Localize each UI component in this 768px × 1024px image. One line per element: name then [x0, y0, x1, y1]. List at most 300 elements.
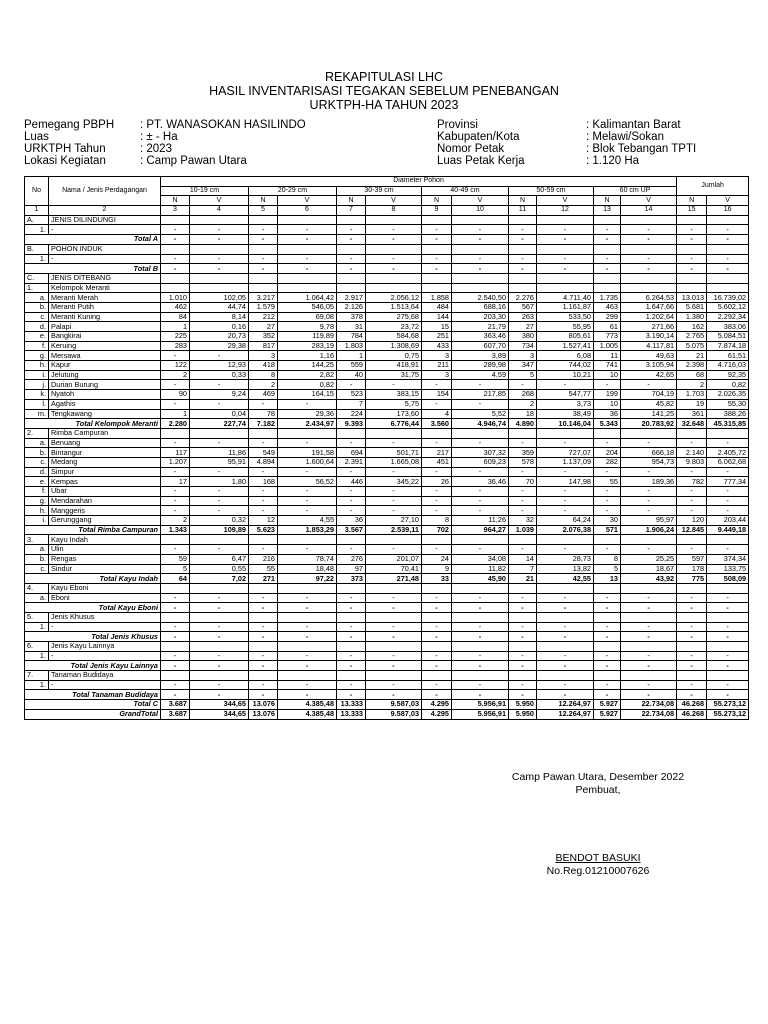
cell-v: 1.665,08 [366, 457, 422, 467]
empty-cell [452, 273, 509, 283]
total-v: - [190, 661, 249, 671]
cell-n: - [677, 651, 707, 661]
cell-n: 225 [161, 332, 190, 342]
cell-v: - [452, 438, 509, 448]
total-n: - [337, 264, 366, 274]
empty-cell [278, 642, 337, 652]
total-n: - [337, 603, 366, 613]
total-n: 2.280 [161, 419, 190, 429]
table-row [25, 409, 749, 419]
table-row [25, 370, 749, 380]
empty-cell [621, 642, 677, 652]
cell-v: 6,47 [190, 554, 249, 564]
section-row [25, 215, 749, 225]
cell-v: 55,30 [707, 399, 749, 409]
cell-n: 168 [249, 477, 278, 487]
empty-cell [537, 535, 594, 545]
species-name: Sindur [49, 564, 161, 574]
empty-cell [509, 535, 537, 545]
cell-v: 283,19 [278, 341, 337, 351]
section-row [25, 612, 749, 622]
cell-n: - [594, 487, 621, 497]
cell-n: - [161, 399, 190, 409]
row-no: 4. [25, 583, 49, 593]
cell-v: - [190, 467, 249, 477]
total-n: 5.950 [509, 709, 537, 719]
total-n: 13.333 [337, 709, 366, 719]
empty-cell [422, 273, 452, 283]
column-number: 10 [452, 206, 509, 216]
cell-v: 374,34 [707, 554, 749, 564]
cell-v: 38,49 [537, 409, 594, 419]
cell-v: - [278, 622, 337, 632]
cell-v: 1.202,64 [621, 312, 677, 322]
cell-n: - [509, 622, 537, 632]
section-row [25, 273, 749, 283]
empty-cell [707, 244, 749, 254]
row-no: c. [25, 312, 49, 322]
cell-n: - [337, 438, 366, 448]
section-row [25, 535, 749, 545]
cell-v: - [366, 506, 422, 516]
row-no: 7. [25, 671, 49, 681]
cell-v: - [537, 651, 594, 661]
cell-n: 2.126 [337, 302, 366, 312]
meta-left-value: : 2023 [140, 143, 172, 155]
cell-n: - [161, 380, 190, 390]
cell-v: - [621, 467, 677, 477]
empty-cell [161, 671, 190, 681]
cell-n: 21 [677, 351, 707, 361]
cell-v: 307,32 [452, 448, 509, 458]
cell-v: 383,15 [366, 390, 422, 400]
cell-n: - [594, 438, 621, 448]
total-v: 4.385,48 [278, 700, 337, 710]
cell-n: 773 [594, 332, 621, 342]
cell-n: 15 [422, 322, 452, 332]
cell-v: 0,16 [190, 322, 249, 332]
cell-v: - [621, 651, 677, 661]
cell-n: 2.276 [509, 293, 537, 303]
empty-cell [677, 244, 707, 254]
cell-n: - [161, 593, 190, 603]
section-row [25, 244, 749, 254]
total-label: Total Rimba Campuran [25, 525, 161, 535]
total-n: 7.182 [249, 419, 278, 429]
cell-n: 597 [677, 554, 707, 564]
total-row [25, 525, 749, 535]
cell-n: - [337, 487, 366, 497]
cell-v: 704,19 [621, 390, 677, 400]
total-n: - [594, 690, 621, 700]
total-v: 55.273,12 [707, 709, 749, 719]
cell-v: - [278, 506, 337, 516]
table-row [25, 467, 749, 477]
total-v: 7,02 [190, 574, 249, 584]
table-row [25, 680, 749, 690]
cell-v: 4.711,40 [537, 293, 594, 303]
cell-v: 688,16 [452, 302, 509, 312]
empty-cell [337, 244, 366, 254]
empty-cell [422, 612, 452, 622]
row-no: j. [25, 380, 49, 390]
row-no: i. [25, 370, 49, 380]
cell-v: 21,79 [452, 322, 509, 332]
total-v: 271,48 [366, 574, 422, 584]
row-no: m. [25, 409, 49, 419]
cell-v: - [278, 545, 337, 555]
table-row [25, 564, 749, 574]
cell-n: 1.380 [677, 312, 707, 322]
row-no: 1. [25, 622, 49, 632]
column-number: 14 [621, 206, 677, 216]
empty-cell [278, 428, 337, 438]
total-n: 33 [422, 574, 452, 584]
cell-n: - [422, 487, 452, 497]
cell-n: 36 [594, 409, 621, 419]
cell-n: 4 [422, 409, 452, 419]
cell-n: 162 [677, 322, 707, 332]
header-v: V [190, 196, 249, 206]
total-n: - [509, 235, 537, 245]
cell-n: 90 [161, 390, 190, 400]
cell-n: - [249, 545, 278, 555]
cell-n: 251 [422, 332, 452, 342]
cell-v: 11,82 [452, 564, 509, 574]
cell-v: 2.056,12 [366, 293, 422, 303]
total-n: - [249, 661, 278, 671]
cell-n: 282 [594, 457, 621, 467]
total-v: 344,65 [190, 700, 249, 710]
total-v: - [621, 235, 677, 245]
header-v: V [621, 196, 677, 206]
empty-cell [422, 583, 452, 593]
total-v: 227,74 [190, 419, 249, 429]
cell-n: 1 [337, 351, 366, 361]
species-name: Durian Burung [49, 380, 161, 390]
cell-v: - [707, 438, 749, 448]
cell-v: - [537, 593, 594, 603]
cell-n: - [677, 467, 707, 477]
meta-left-value: : PT. WANASOKAN HASILINDO [140, 119, 306, 131]
cell-v: - [366, 225, 422, 235]
empty-cell [594, 642, 621, 652]
table-row [25, 516, 749, 526]
total-row [25, 419, 749, 429]
empty-cell [161, 215, 190, 225]
cell-v: - [621, 487, 677, 497]
cell-v: - [190, 496, 249, 506]
empty-cell [278, 244, 337, 254]
cell-v: 20,73 [190, 332, 249, 342]
cell-v: 217,85 [452, 390, 509, 400]
cell-v: - [707, 593, 749, 603]
empty-cell [707, 583, 749, 593]
meta-right-value: : Blok Tebangan TPTI [586, 143, 697, 155]
cell-n: - [337, 506, 366, 516]
total-v: - [190, 264, 249, 274]
cell-v: - [621, 593, 677, 603]
empty-cell [452, 215, 509, 225]
total-n: - [161, 264, 190, 274]
cell-n: 2 [249, 380, 278, 390]
cell-n: 12 [249, 516, 278, 526]
cell-n: - [677, 487, 707, 497]
total-v: 12.264,97 [537, 700, 594, 710]
row-no: A. [25, 215, 49, 225]
total-n: - [509, 632, 537, 642]
section-name: Jenis Kayu Lainnya [49, 642, 161, 652]
cell-v: 0,82 [707, 380, 749, 390]
total-n: - [594, 235, 621, 245]
empty-cell [422, 244, 452, 254]
cell-n: - [249, 680, 278, 690]
cell-n: - [594, 380, 621, 390]
total-v: - [707, 603, 749, 613]
header-class: 60 cm UP [594, 186, 677, 196]
empty-cell [594, 283, 621, 293]
empty-cell [509, 283, 537, 293]
cell-v: - [278, 680, 337, 690]
cell-v: - [452, 622, 509, 632]
cell-v: 64,24 [537, 516, 594, 526]
cell-v: 1.308,69 [366, 341, 422, 351]
total-label: Total Kelompok Meranti [25, 419, 161, 429]
total-n: 4.890 [509, 419, 537, 429]
cell-v: - [366, 622, 422, 632]
cell-n: 446 [337, 477, 366, 487]
cell-n: - [677, 225, 707, 235]
cell-v: 191,58 [278, 448, 337, 458]
total-n: 4.295 [422, 700, 452, 710]
cell-n: 8 [249, 370, 278, 380]
empty-cell [161, 428, 190, 438]
cell-v: 609,23 [452, 457, 509, 467]
total-label: Total Kayu Eboni [25, 603, 161, 613]
column-number: 16 [707, 206, 749, 216]
total-v: - [707, 264, 749, 274]
cell-n: 817 [249, 341, 278, 351]
empty-cell [452, 642, 509, 652]
row-no: b. [25, 302, 49, 312]
empty-cell [509, 671, 537, 681]
cell-n: 11 [594, 351, 621, 361]
cell-v: 5,52 [452, 409, 509, 419]
cell-n: 3 [249, 351, 278, 361]
cell-v: - [621, 225, 677, 235]
species-name: Benuang [49, 438, 161, 448]
empty-cell [249, 642, 278, 652]
total-v: - [366, 264, 422, 274]
cell-n: - [509, 680, 537, 690]
cell-n: 84 [161, 312, 190, 322]
cell-v: 4.716,03 [707, 361, 749, 371]
cell-v: - [537, 487, 594, 497]
total-v: 9.449,18 [707, 525, 749, 535]
cell-v: 49,63 [621, 351, 677, 361]
cell-n: - [161, 438, 190, 448]
cell-v: 45,82 [621, 399, 677, 409]
row-no: a. [25, 593, 49, 603]
species-name: Bangkirai [49, 332, 161, 342]
cell-n: 2.765 [677, 332, 707, 342]
meta-right-label: Luas Petak Kerja [437, 155, 525, 167]
empty-cell [422, 535, 452, 545]
header-class: 40-49 cm [422, 186, 509, 196]
header-n: N [422, 196, 452, 206]
total-label: GrandTotal [25, 709, 161, 719]
empty-cell [677, 273, 707, 283]
cell-n: 61 [594, 322, 621, 332]
cell-n: 1.735 [594, 293, 621, 303]
total-v: 5.956,91 [452, 709, 509, 719]
cell-v: 173,60 [366, 409, 422, 419]
empty-cell [278, 671, 337, 681]
cell-n: - [509, 467, 537, 477]
cell-v: 388,26 [707, 409, 749, 419]
cell-v: 18,48 [278, 564, 337, 574]
header-v: V [366, 196, 422, 206]
cell-n: - [422, 438, 452, 448]
total-n: 5.950 [509, 700, 537, 710]
cell-v: 3,73 [537, 399, 594, 409]
cell-v: 1,16 [278, 351, 337, 361]
cell-n: - [509, 254, 537, 264]
total-label: Total B [25, 264, 161, 274]
cell-n: - [422, 593, 452, 603]
table-row [25, 477, 749, 487]
header-v: V [452, 196, 509, 206]
cell-v: 1.513,64 [366, 302, 422, 312]
cell-n: - [337, 380, 366, 390]
section-name: JENIS DITEBANG [49, 273, 161, 283]
row-no: g. [25, 496, 49, 506]
cell-v: 418,91 [366, 361, 422, 371]
cell-v: 144,25 [278, 361, 337, 371]
cell-n: 10 [594, 399, 621, 409]
empty-cell [677, 283, 707, 293]
cell-v: - [707, 622, 749, 632]
empty-cell [337, 583, 366, 593]
cell-v: - [707, 680, 749, 690]
cell-n: 10 [594, 370, 621, 380]
empty-cell [422, 215, 452, 225]
cell-v: 2.405,72 [707, 448, 749, 458]
section-row [25, 283, 749, 293]
meta-right-label: Nomor Petak [437, 143, 505, 155]
total-v: - [621, 661, 677, 671]
cell-v: - [190, 380, 249, 390]
total-v: - [621, 632, 677, 642]
cell-n: - [594, 593, 621, 603]
total-n: 373 [337, 574, 366, 584]
total-n: 3.560 [422, 419, 452, 429]
cell-n: 154 [422, 390, 452, 400]
total-n: - [677, 661, 707, 671]
species-name: Gerunggang [49, 516, 161, 526]
meta-right-value: : 1.120 Ha [586, 155, 640, 167]
total-n: - [422, 264, 452, 274]
total-n: 4.295 [422, 709, 452, 719]
empty-cell [621, 612, 677, 622]
column-number: 8 [366, 206, 422, 216]
cell-v: 547,77 [537, 390, 594, 400]
total-v: 2.434,97 [278, 419, 337, 429]
empty-cell [161, 244, 190, 254]
cell-v: - [707, 545, 749, 555]
header-class: 50-59 cm [509, 186, 594, 196]
row-no: b. [25, 554, 49, 564]
cell-n: 782 [677, 477, 707, 487]
cell-v: 9,24 [190, 390, 249, 400]
cell-n: - [594, 496, 621, 506]
cell-n: 30 [594, 516, 621, 526]
cell-n: 97 [337, 564, 366, 574]
total-v: - [190, 235, 249, 245]
cell-n: 59 [161, 554, 190, 564]
empty-cell [337, 642, 366, 652]
section-name: Kayu Eboni [49, 583, 161, 593]
cell-v: - [452, 680, 509, 690]
total-n: - [161, 603, 190, 613]
total-n: 271 [249, 574, 278, 584]
cell-v: 383,06 [707, 322, 749, 332]
cell-v: - [452, 487, 509, 497]
empty-cell [249, 428, 278, 438]
total-v: 42,55 [537, 574, 594, 584]
cell-n: - [422, 506, 452, 516]
total-n: 46.268 [677, 700, 707, 710]
cell-v: 7.874,18 [707, 341, 749, 351]
cell-v: 954,73 [621, 457, 677, 467]
species-name: Nyatoh [49, 390, 161, 400]
cell-v: 164,15 [278, 390, 337, 400]
empty-cell [707, 535, 749, 545]
empty-cell [621, 215, 677, 225]
cell-n: 7 [337, 399, 366, 409]
total-n: 64 [161, 574, 190, 584]
empty-cell [537, 671, 594, 681]
column-number: 5 [249, 206, 278, 216]
cell-v: - [278, 399, 337, 409]
total-v: - [190, 632, 249, 642]
cell-v: 666,18 [621, 448, 677, 458]
cell-v: 13,82 [537, 564, 594, 574]
cell-n: - [422, 467, 452, 477]
cell-v: - [366, 380, 422, 390]
total-n: 13.076 [249, 700, 278, 710]
column-number: 9 [422, 206, 452, 216]
total-v: - [366, 690, 422, 700]
cell-n: 8 [422, 516, 452, 526]
cell-n: 144 [422, 312, 452, 322]
cell-v: - [621, 496, 677, 506]
total-v: - [278, 235, 337, 245]
total-v: 344,65 [190, 709, 249, 719]
header-n: N [509, 196, 537, 206]
cell-v: 4,55 [278, 516, 337, 526]
report-subtitle: HASIL INVENTARISASI TEGAKAN SEBELUM PENEBANGAN [209, 84, 559, 98]
section-row [25, 583, 749, 593]
total-row [25, 661, 749, 671]
species-name: Meranti Kuning [49, 312, 161, 322]
cell-v: - [190, 438, 249, 448]
total-n: - [337, 235, 366, 245]
cell-n: 2 [161, 516, 190, 526]
cell-n: - [337, 225, 366, 235]
cell-n: 31 [337, 322, 366, 332]
cell-n: - [509, 496, 537, 506]
